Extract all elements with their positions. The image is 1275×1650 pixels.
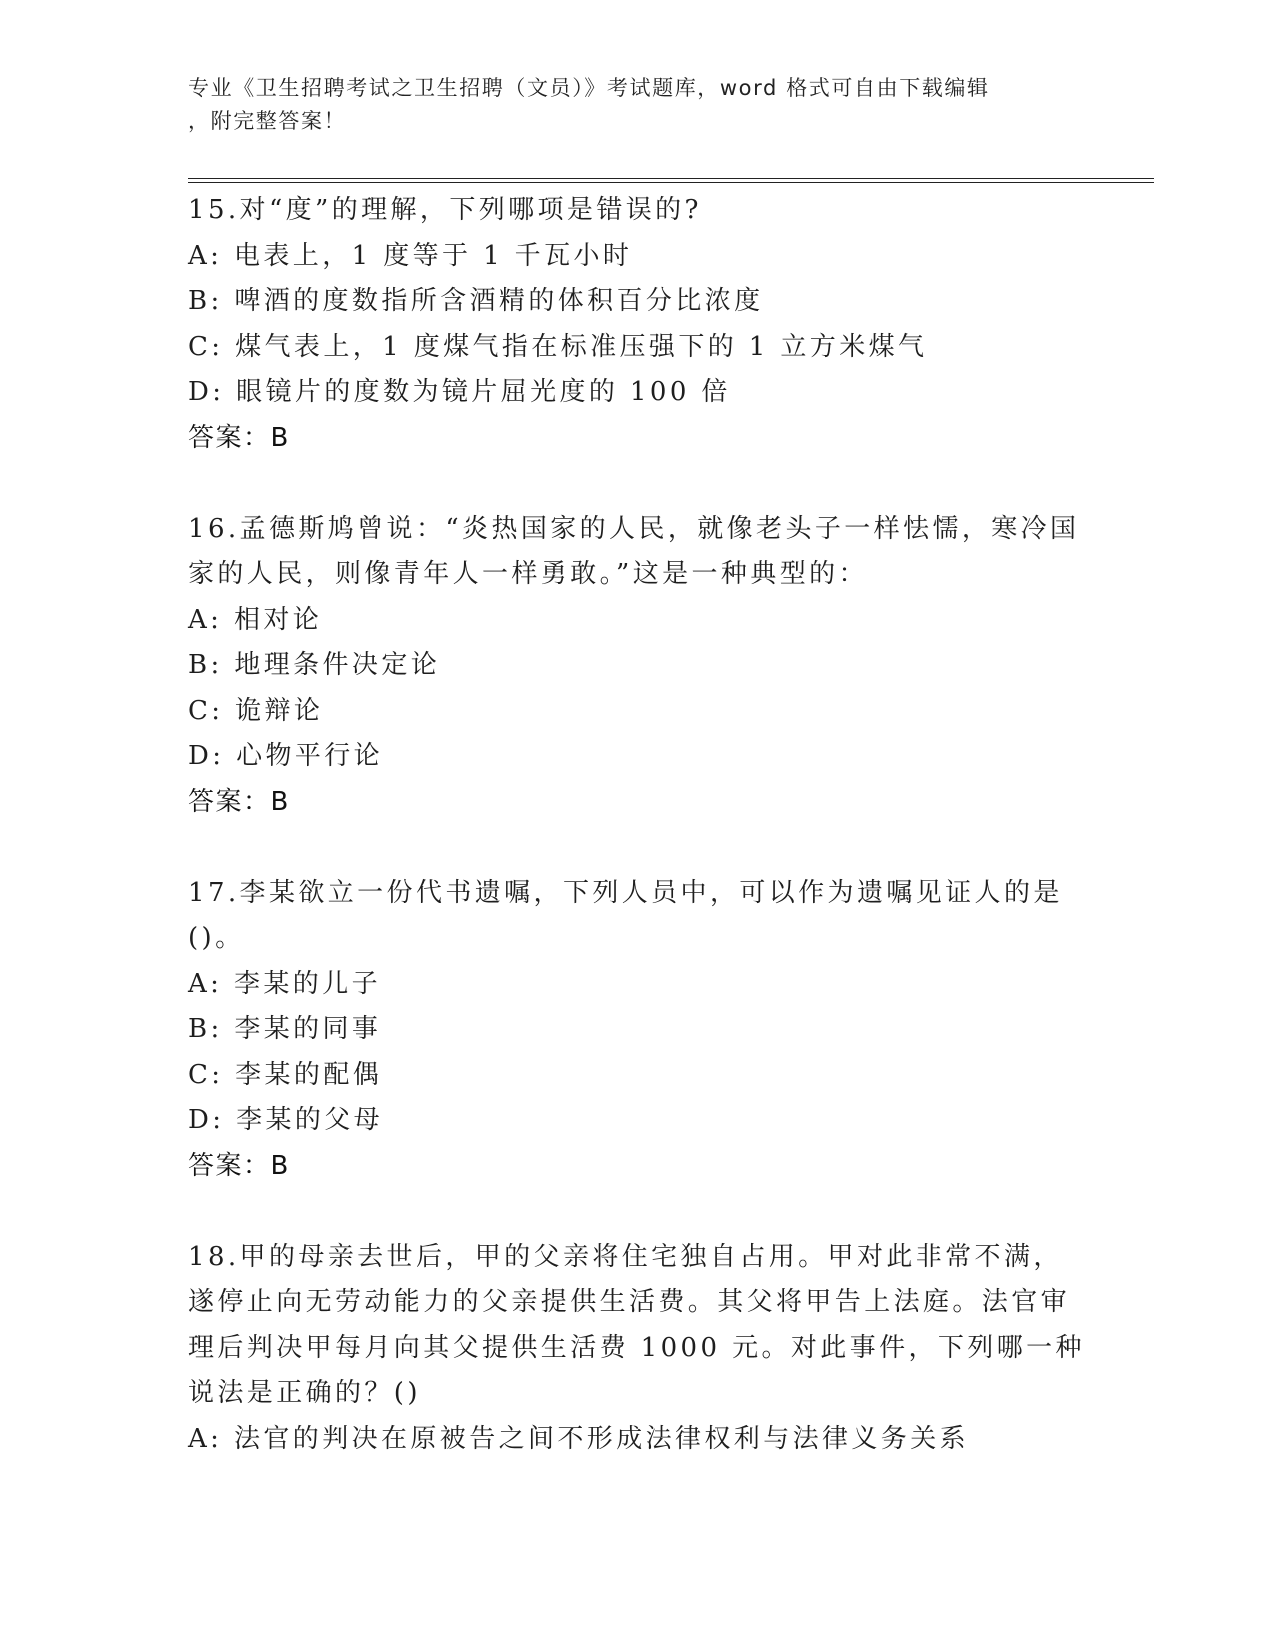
option-a: A: 李某的儿子	[188, 968, 382, 999]
question-stem: 18.甲的母亲去世后，甲的父亲将住宅独自占用。甲对此非常不满，遂停止向无劳动能力的父亲提供生活费。其父将甲告上法庭。法官审理后判决甲每月向其父提供生活费 1000 元。对此事件，下列哪一种说法是正确的？()	[188, 1241, 1085, 1408]
header-line-2: ，附完整答案！	[188, 109, 347, 133]
option-a: A: 法官的判决在原被告之间不形成法律权利与法律义务关系	[188, 1423, 970, 1454]
option-d: D: 心物平行论	[188, 741, 384, 771]
option-d: D: 李某的父母	[188, 1105, 384, 1135]
question-list	[188, 188, 1088, 1462]
question-16	[188, 507, 1088, 826]
option-c: C: 诡辩论	[188, 695, 324, 726]
answer: 答案：B	[188, 786, 290, 817]
question-spacer	[188, 1189, 1088, 1235]
option-a: A: 相对论	[188, 604, 323, 635]
question-stem: 15.对“度”的理解，下列哪项是错误的?	[188, 195, 702, 225]
question-15	[188, 188, 1088, 461]
option-a: A: 电表上，1 度等于 1 千瓦小时	[188, 240, 633, 271]
header-rule-top	[188, 178, 1154, 179]
document-header	[188, 72, 1068, 138]
option-c: C: 煤气表上，1 度煤气指在标准压强下的 1 立方米煤气	[188, 331, 928, 362]
question-stem: 17.李某欲立一份代书遗嘱，下列人员中，可以作为遗嘱见证人的是()。	[188, 877, 1063, 953]
answer: 答案：B	[188, 1150, 290, 1181]
header-rule-bottom	[188, 182, 1154, 183]
option-b: B: 李某的同事	[188, 1014, 382, 1044]
option-b: B: 地理条件决定论	[188, 650, 441, 680]
answer: 答案：B	[188, 422, 290, 453]
header-line-1: 专业《卫生招聘考试之卫生招聘（文员）》考试题库，word 格式可自由下载编辑	[188, 76, 990, 100]
option-c: C: 李某的配偶	[188, 1059, 383, 1090]
option-b: B: 啤酒的度数指所含酒精的体积百分比浓度	[188, 286, 764, 316]
question-18	[188, 1235, 1088, 1463]
question-stem: 16.孟德斯鸠曾说：“炎热国家的人民，就像老头子一样怯懦，寒冷国家的人民，则像青年人一样勇敢。”这是一种典型的：	[188, 513, 1080, 589]
question-17	[188, 871, 1088, 1190]
option-d: D: 眼镜片的度数为镜片屈光度的 100 倍	[188, 377, 731, 407]
question-spacer	[188, 461, 1088, 507]
question-spacer	[188, 825, 1088, 871]
